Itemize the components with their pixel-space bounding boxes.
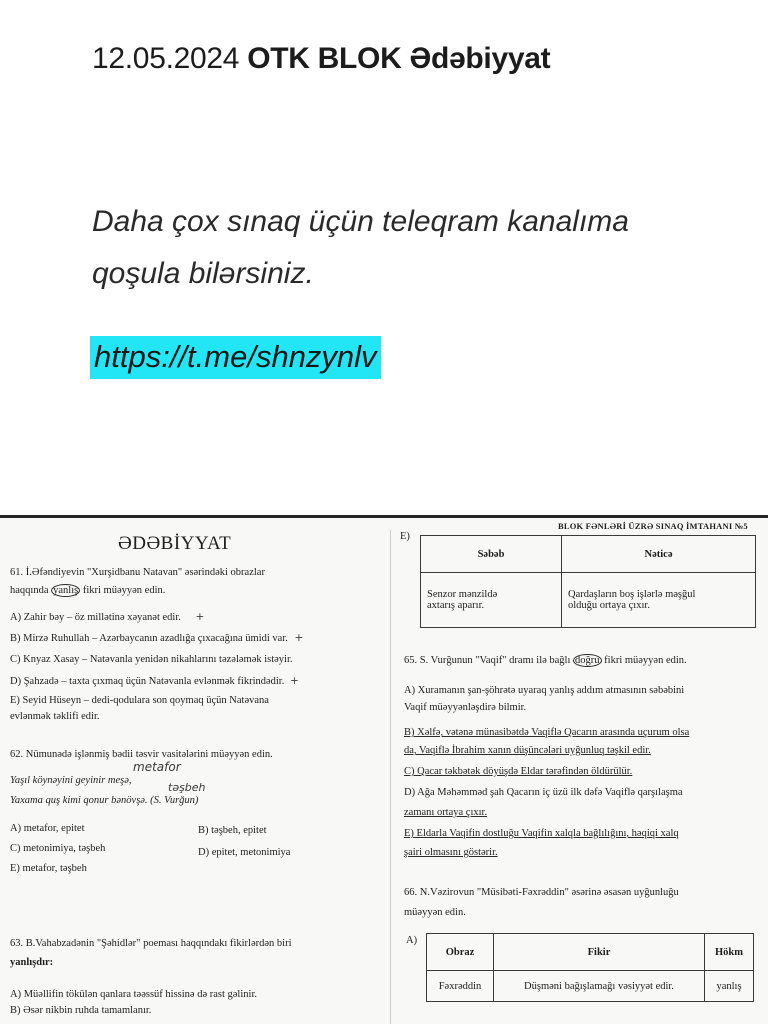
q61-stem-line-2 (10, 585, 165, 596)
q66-stem-line-2: müəyyən edin. (404, 907, 466, 918)
q61-option-a[interactable] (10, 611, 204, 623)
column-divider (390, 530, 391, 1024)
q66-col-header-1: Obraz (427, 934, 494, 971)
q64-col-header-2: Nəticə (562, 536, 756, 573)
q64-cell-cause-line-2: axtarış aparır. (427, 600, 485, 611)
q65-option-e-line-1[interactable]: E) Eldarla Vaqifin dostluğu Vaqifin xalqla bağlılığını, həqiqi xalq (404, 828, 679, 839)
q65-option-d-line-2: zamanı ortaya çıxır. (404, 807, 488, 818)
q64-e-table (420, 535, 756, 628)
q65-stem-post: fikri müəyyən edin. (601, 655, 687, 666)
q61-circled-word: yanlış (53, 585, 79, 596)
q65-option-a-line-1[interactable]: A) Xuramanın şan-şöhrətə uyaraq yanlış addım atmasının səbəbini (404, 685, 685, 696)
q66-option-a-table (426, 933, 754, 1002)
scan-top-edge (0, 515, 768, 518)
q66-cell-idea: Düşməni bağışlamağı vəsiyyət edir. (494, 971, 705, 1002)
q64-cell-cause (421, 573, 562, 628)
q61-option-e-line-2: evlənmək təklifi edir. (10, 711, 100, 722)
q62-quote-line-2: Yaxama quş kimi qonur bənövşə. (S. Vurğun) (10, 795, 199, 806)
q61-option-c[interactable]: C) Knyaz Xasay – Natəvanla yenidən nikahlarını təzələmək istəyir. (10, 654, 293, 665)
promo-line-1: Daha çox sınaq üçün teleqram kanalıma (92, 205, 629, 238)
q65-option-a-line-2: Vaqif müəyyənləşdirə bilmir. (404, 702, 527, 713)
q64-cell-effect (562, 573, 756, 628)
q66-option-a-label: A) (406, 935, 418, 946)
subject-heading: ƏDƏBİYYAT (118, 533, 232, 554)
q65-option-b-line-1[interactable]: B) Xəlfə, vətənə münasibətdə Vaqiflə Qacarın arasında uçurum olsa (404, 727, 690, 738)
q61-option-d-mark: + (289, 675, 299, 687)
q61-option-a-mark: + (195, 611, 205, 623)
q66-col-header-3: Hökm (705, 934, 754, 971)
q63-option-a[interactable]: A) Müəllifin tökülən qanlara təəssüf hissinə də rast gəlinir. (10, 989, 257, 1000)
q61-option-b-mark: + (294, 632, 304, 644)
q63-stem-line-1: 63. B.Vahabzadənin "Şəhidlər" poeması haqqındakı fikirlərdən biri (10, 938, 292, 949)
q63-stem-line-2: yanlışdır: (10, 957, 54, 968)
q62-handwritten-note-2: təşbeh (168, 781, 206, 794)
q62-option-c[interactable]: C) metonimiya, təşbeh (10, 843, 106, 854)
q65-stem-pre: 65. S. Vurğunun "Vaqif" dramı ilə bağlı (404, 655, 574, 666)
header-date: 12.05.2024 (92, 42, 240, 75)
q61-stem-pre: haqqında (10, 585, 52, 596)
exam-banner: BLOK FƏNLƏRİ ÜZRƏ SINAQ İMTAHANI №5 (558, 521, 748, 531)
q62-option-a[interactable]: A) metafor, epitet (10, 823, 85, 834)
q64-col-header-1: Səbəb (421, 536, 562, 573)
q62-option-b[interactable]: B) təşbeh, epitet (198, 825, 267, 836)
q66-cell-character: Fəxrəddin (427, 971, 494, 1002)
q62-stem: 62. Nümunədə işlənmiş bədii təsvir vasitələrini müəyyən edin. (10, 749, 273, 760)
q65-option-c[interactable]: C) Qacar təkbətək döyüşdə Eldar tərəfindən öldürülür. (404, 766, 633, 777)
q61-stem-line-1: 61. İ.Əfəndiyevin "Xurşidbanu Natavan" əsərindəki obrazlar (10, 567, 265, 578)
q61-option-e-line-1[interactable]: E) Seyid Hüseyn – dedi-qodulara son qoymaq üçün Natəvana (10, 695, 269, 706)
q65-stem (404, 655, 687, 666)
q65-option-d-line-1[interactable]: D) Ağa Məhəmməd şah Qacarın iç üzü ilk dəfə Vaqiflə qarşılaşma (404, 787, 683, 798)
q64-cell-effect-line-1: Qardaşların boş işlərlə məşğul (568, 589, 696, 600)
q65-option-b-line-2: da, Vaqiflə İbrahim xanın düşüncələri uyğunluq təşkil edir. (404, 745, 651, 756)
q61-option-a-text: A) Zahir bəy – öz millətinə xəyanət edir. (10, 612, 181, 623)
q62-option-d[interactable]: D) epitet, metonimiya (198, 847, 291, 858)
page-header (92, 42, 550, 76)
q63-option-b[interactable]: B) Əsər nikbin ruhda tamamlanır. (10, 1005, 152, 1016)
q64-e-label: E) (400, 531, 410, 542)
promo-text (92, 196, 742, 300)
q61-option-b[interactable] (10, 632, 303, 644)
header-title: OTK BLOK Ədəbiyyat (247, 42, 551, 75)
q64-cell-cause-line-1: Senzor mənzildə (427, 589, 498, 600)
q61-option-d[interactable] (10, 675, 299, 687)
q62-quote-line-1: Yaşıl köynəyini geyinir meşə, (10, 775, 132, 786)
q61-stem-post: fikri müəyyən edin. (80, 585, 166, 596)
exam-scan (0, 515, 768, 1024)
q65-option-e-line-2: şairi olmasını göstərir. (404, 847, 498, 858)
q62-handwritten-note-1: metafor (133, 760, 181, 774)
promo-line-2: qoşula bilərsiniz. (92, 257, 314, 290)
q65-circled-word: doğru (575, 655, 600, 666)
q61-option-d-text: D) Şahzadə – taxta çıxmaq üçün Natəvanla evlənmək fikrindədir. (10, 676, 285, 687)
q66-stem-line-1: 66. N.Vəzirovun "Müsibəti-Fəxrəddin" əsərinə əsasən uyğunluğu (404, 887, 679, 898)
telegram-link[interactable]: https://t.me/shnzynlv (90, 336, 381, 379)
q62-option-e[interactable]: E) metafor, təşbeh (10, 863, 87, 874)
q66-col-header-2: Fikir (494, 934, 705, 971)
q61-option-b-text: B) Mirzə Ruhullah – Azərbaycanın azadlığa çıxacağına ümidi var. (10, 633, 288, 644)
q64-cell-effect-line-2: olduğu ortaya çıxır. (568, 600, 650, 611)
q66-cell-verdict: yanlış (705, 971, 754, 1002)
